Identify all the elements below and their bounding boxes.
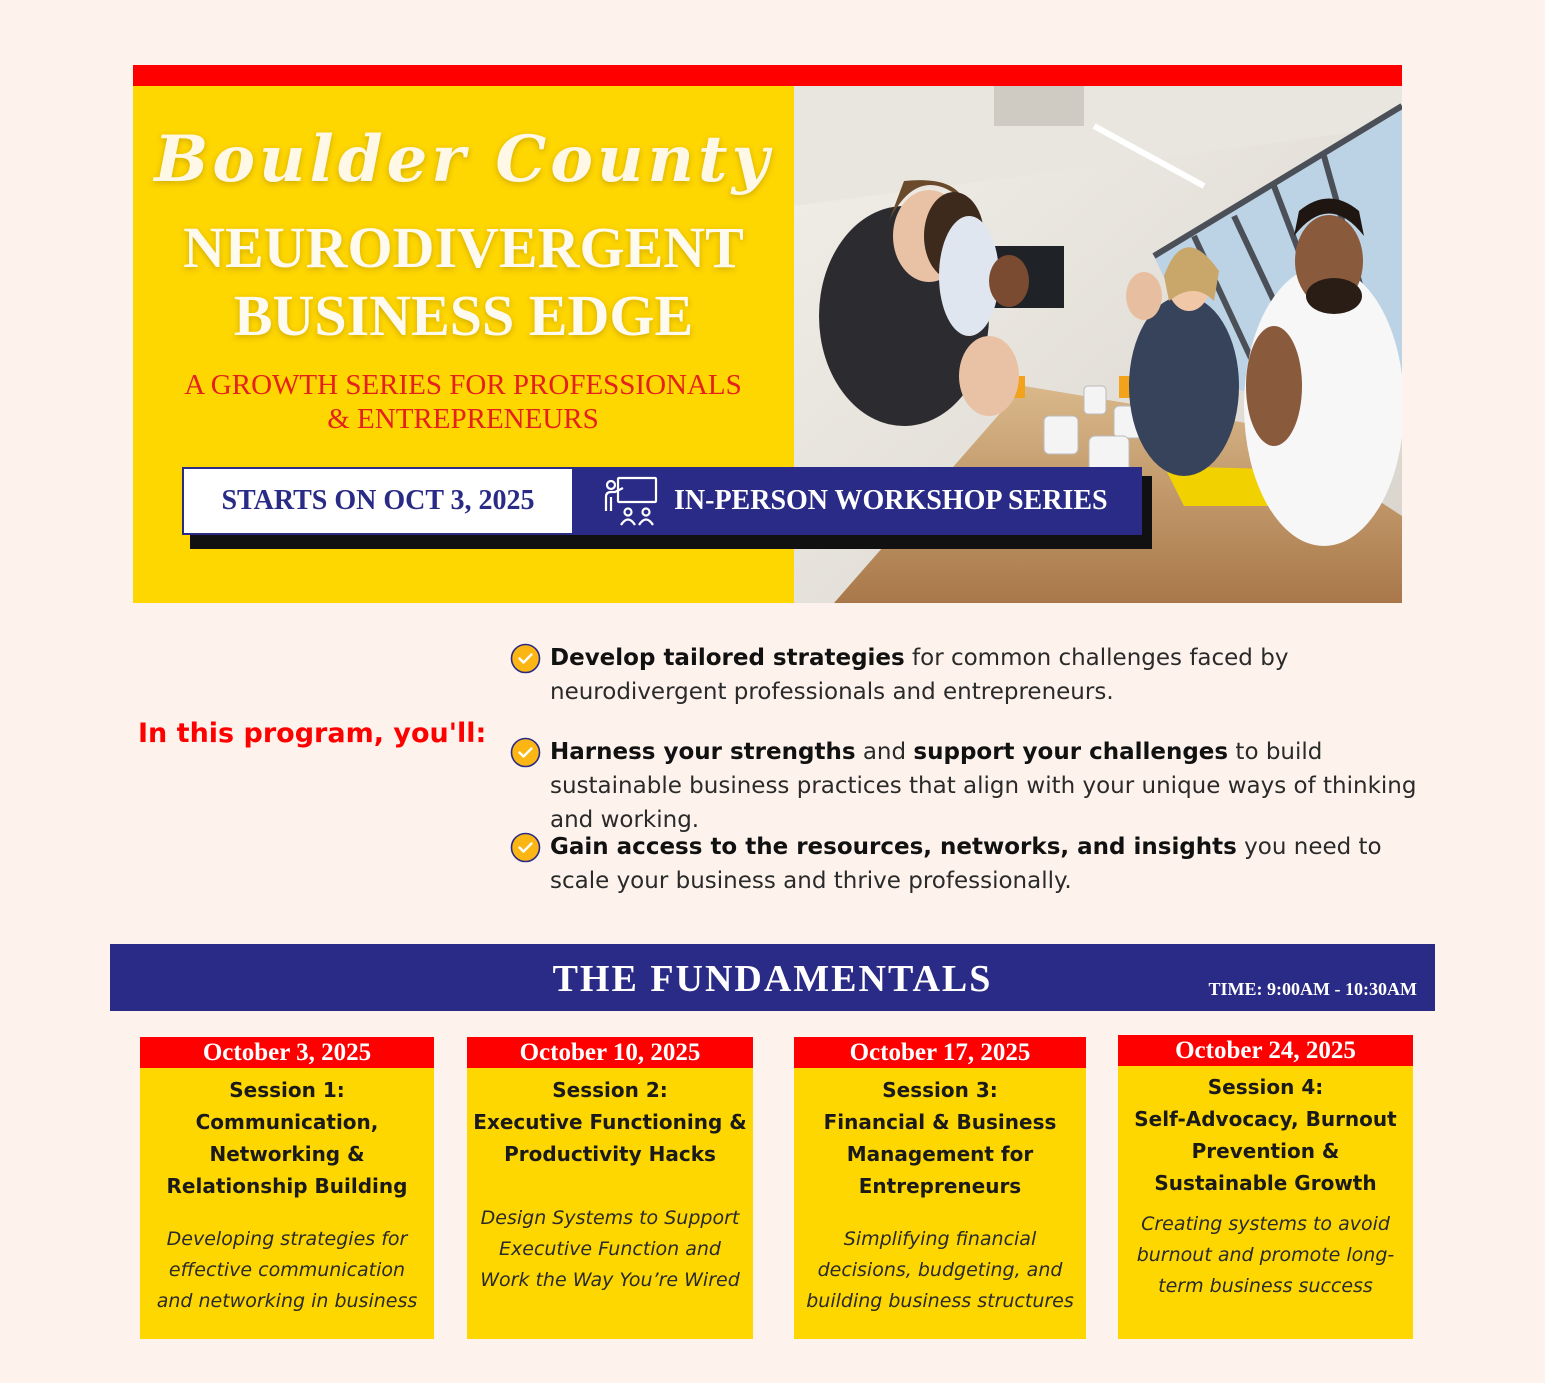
session-topic: Executive Functioning & Productivity Hacks: [473, 1110, 747, 1166]
session-description: Creating systems to avoid burnout and promote long-term business success: [1136, 1213, 1395, 1297]
benefit-item: [510, 830, 1440, 898]
session-description: Design Systems to Support Executive Function and Work the Way You’re Wired: [480, 1207, 740, 1291]
session-card: [467, 1037, 753, 1339]
session-topic: Financial & Business Management for Entrepreneurs: [823, 1110, 1057, 1198]
session-date: October 10, 2025: [467, 1037, 753, 1068]
benefit-item: [510, 641, 1440, 709]
session-heading: [467, 1074, 753, 1170]
session-card: [794, 1037, 1086, 1339]
program-title-line2: BUSINESS EDGE: [233, 283, 694, 348]
subtitle-line1: A GROWTH SERIES FOR PROFESSIONALS: [184, 369, 742, 401]
program-title: [133, 214, 794, 350]
session-topic: Communication, Networking & Relationship Building: [166, 1110, 408, 1198]
session-date: October 3, 2025: [140, 1037, 434, 1068]
check-circle-icon: [510, 737, 541, 768]
program-subtitle: [163, 368, 763, 436]
check-circle-icon: [510, 832, 541, 863]
session-number: Session 1:: [229, 1078, 345, 1102]
session-heading: [140, 1074, 434, 1202]
fundamentals-header: [110, 944, 1435, 1011]
fundamentals-title: THE FUNDAMENTALS: [552, 958, 993, 1000]
brand-title: Boulder County: [154, 122, 773, 197]
session-description: Developing strategies for effective communication and networking in business: [156, 1228, 418, 1312]
presentation-icon: [602, 475, 660, 527]
workshop-mode: [574, 467, 1142, 535]
benefit-text: Gain access to the resources, networks, and insights you need to scale your business and thrive professionally.: [550, 834, 1382, 894]
session-description: Simplifying financial decisions, budgeting, and building business structures: [806, 1228, 1074, 1312]
session-number: Session 3:: [882, 1078, 998, 1102]
session-heading: [794, 1074, 1086, 1202]
session-date: October 24, 2025: [1118, 1035, 1413, 1066]
check-circle-icon: [510, 643, 541, 674]
session-heading: [1118, 1071, 1413, 1199]
session-number: Session 2:: [552, 1078, 668, 1102]
start-date-label: STARTS ON OCT 3, 2025: [182, 467, 574, 535]
program-intro-label: In this program, you'll:: [138, 718, 487, 749]
program-title-line1: NEURODIVERGENT: [183, 215, 744, 280]
benefit-text: Harness your strengths and support your challenges to build sustainable business practices that align with your unique ways of thinking and working.: [550, 739, 1417, 833]
session-time: TIME: 9:00AM - 10:30AM: [1208, 979, 1417, 999]
start-banner: [182, 467, 1142, 535]
workshop-mode-label: IN-PERSON WORKSHOP SERIES: [674, 485, 1108, 516]
session-card: [140, 1037, 434, 1339]
session-topic: Self-Advocacy, Burnout Prevention & Sustainable Growth: [1134, 1107, 1397, 1195]
benefit-text: Develop tailored strategies for common challenges faced by neurodivergent professionals and entrepreneurs.: [550, 645, 1289, 705]
benefit-item: [510, 735, 1440, 837]
session-date: October 17, 2025: [794, 1037, 1086, 1068]
session-card: [1118, 1035, 1413, 1339]
hero-top-bar: [133, 65, 1402, 86]
subtitle-line2: & ENTREPRENEURS: [327, 403, 599, 435]
session-number: Session 4:: [1207, 1075, 1324, 1099]
